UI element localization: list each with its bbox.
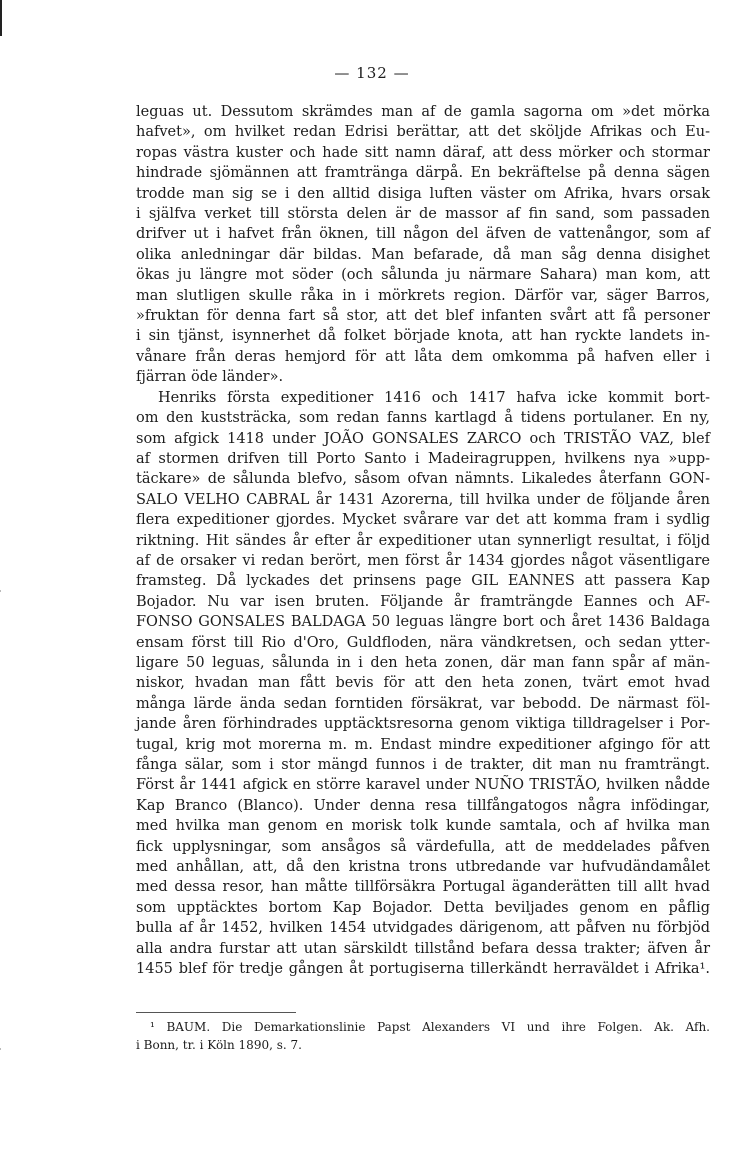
text-line: hafvet», om hvilket redan Edrisi berättar, att det sköljde Afrikas och Eu-: [136, 124, 710, 141]
text-line: ensam först till Rio d'Oro, Guldfloden, nära vändkretsen, och sedan ytter-: [136, 634, 710, 651]
text-line: Bojador. Nu var isen bruten. Följande år framträngde Eannes och AF-: [136, 593, 710, 610]
text-line: vånare från deras hemjord för att låta dem omkomma på hafven eller i: [136, 348, 710, 365]
text-line: af stormen drifven till Porto Santo i Madeiragruppen, hvilkens nya »upp-: [136, 450, 710, 467]
text-line: ropas västra kuster och hade sitt namn däraf, att dess mörker och stormar: [136, 144, 710, 161]
scan-speckle: [0, 590, 1, 592]
text-line: som upptäcktes bortom Kap Bojador. Detta beviljades genom en påflig: [136, 899, 710, 916]
text-line: i själfva verket till största delen är de massor af fin sand, som passaden: [136, 206, 710, 223]
scan-speckle: [0, 1048, 1, 1050]
footnote-line: ¹ BAUM. Die Demarkationslinie Papst Alexanders VI und ihre Folgen. Ak. Afh.: [150, 1020, 710, 1034]
body-text: [136, 102, 710, 979]
text-line: niskor, hvadan man fått bevis för att den heta zonen, tvärt emot hvad: [136, 675, 710, 692]
page-edge-mark: [0, 0, 2, 36]
text-line: tugal, krig mot morerna m. m. Endast mindre expeditioner afgingo för att: [136, 736, 710, 753]
text-line: ökas ju längre mot söder (och sålunda ju närmare Sahara) man kom, att: [136, 267, 710, 284]
text-line: med hvilka man genom en morisk tolk kunde samtala, och af hvilka man: [136, 818, 710, 835]
text-line: »fruktan för denna fart så stor, att det blef infanten svårt att få personer: [136, 308, 710, 325]
text-line: alla andra furstar att utan särskildt tillstånd befara dessa trakter; äfven år: [136, 940, 710, 957]
text-line: i sin tjänst, isynnerhet då folket började knota, att han ryckte landets in-: [136, 328, 710, 345]
text-line: flera expeditioner gjordes. Mycket svårare var det att komma fram i sydlig: [136, 512, 710, 529]
text-line: många lärde ända sedan forntiden försäkrat, var bebodd. De närmast föl-: [136, 695, 710, 712]
text-line: Kap Branco (Blanco). Under denna resa tillfångatogos några infödingar,: [136, 797, 710, 814]
text-line: 1455 blef för tredje gången åt portugiserna tillerkändt herraväldet i Afrika¹.: [136, 961, 710, 978]
footnotes: [136, 1018, 710, 1054]
text-line: fick upplysningar, som ansågos så värdefulla, att de meddelades påfven: [136, 838, 710, 855]
text-line: hindrade sjömännen att framtränga därpå. En bekräftelse på denna sägen: [136, 165, 710, 182]
paragraph-end-line: fjärran öde länder».: [136, 369, 284, 386]
text-line: olika anledningar där bildas. Man befarade, då man såg denna disighet: [136, 246, 710, 263]
paragraph-start-line: Henriks första expeditioner 1416 och 1417 hafva icke kommit bort-: [158, 389, 710, 406]
footnote-divider: [136, 1012, 296, 1013]
footnote-line: i Bonn, tr. i Köln 1890, s. 7.: [136, 1038, 302, 1052]
text-line: ligare 50 leguas, sålunda in i den heta zonen, där man fann spår af män-: [136, 654, 710, 671]
text-line: drifver ut i hafvet från öknen, till någon del äfven de vattenångor, som af: [136, 226, 710, 243]
text-line: man slutligen skulle råka in i mörkrets region. Därför var, säger Barros,: [136, 287, 710, 304]
text-line: med dessa resor, han måtte tillförsäkra Portugal äganderätten till allt hvad: [136, 879, 710, 896]
text-line: jande åren förhindrades upptäcktsresorna genom viktiga tilldragelser i Por-: [136, 716, 710, 733]
text-line: fånga sälar, som i stor mängd funnos i de trakter, dit man nu framträngt.: [136, 757, 710, 773]
text-line: täckare» de sålunda blefvo, såsom ofvan nämnts. Likaledes återfann GON-: [136, 471, 710, 488]
text-line: om den kuststräcka, som redan fanns kartlagd å tidens portulaner. En ny,: [136, 410, 710, 427]
text-line: riktning. Hit sändes år efter år expeditioner utan synnerligt resultat, i följd: [136, 532, 710, 549]
text-line: af de orsaker vi redan berört, men först år 1434 gjordes något väsentligare: [136, 552, 710, 569]
text-line: med anhållan, att, då den kristna trons utbredande var hufvudändamålet: [136, 859, 710, 876]
text-line: framsteg. Då lyckades det prinsens page GIL EANNES att passera Kap: [136, 573, 710, 590]
text-line: trodde man sig se i den alltid disiga luften väster om Afrika, hvars orsak: [136, 185, 710, 202]
text-line: Först år 1441 afgick en större karavel under NUÑO TRISTÃO, hvilken nådde: [136, 777, 710, 794]
text-line: SALO VELHO CABRAL år 1431 Azorerna, till hvilka under de följande åren: [136, 491, 710, 508]
text-line: FONSO GONSALES BALDAGA 50 leguas längre bort och året 1436 Baldaga: [136, 614, 710, 631]
page-number: — 132 —: [334, 64, 410, 82]
text-line: bulla af år 1452, hvilken 1454 utvidgades därigenom, att påfven nu förbjöd: [136, 920, 710, 937]
text-line: som afgick 1418 under JOÃO GONSALES ZARCO och TRISTÃO VAZ, blef: [136, 430, 710, 447]
text-line: leguas ut. Dessutom skrämdes man af de gamla sagorna om »det mörka: [136, 104, 710, 120]
